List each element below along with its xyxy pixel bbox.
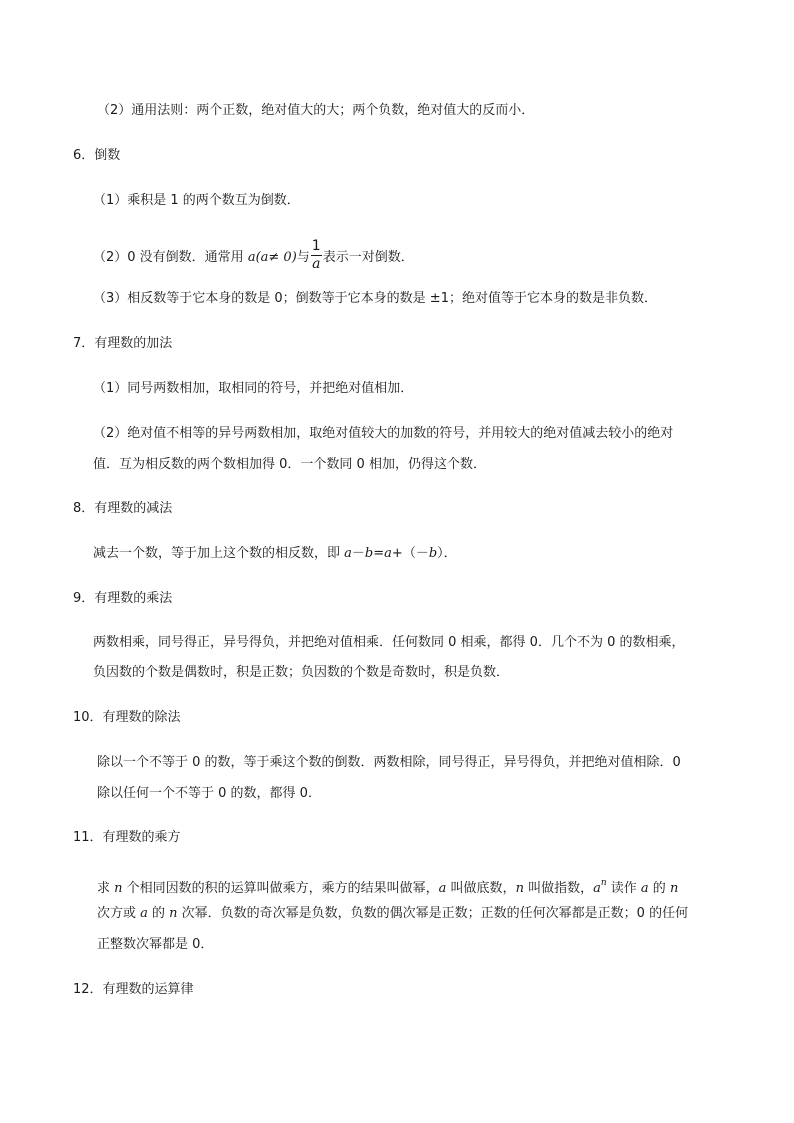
var-b: b: [428, 546, 438, 561]
multiplication-line-2: 负因数的个数是偶数时，积是正数；负因数的个数是奇数时，积是负数．: [93, 665, 510, 680]
var-n: n: [114, 881, 123, 896]
division-line-2: 除以任何一个不等于 0 的数，都得 0．: [97, 786, 321, 801]
fraction-denominator: a: [312, 256, 321, 272]
minus-sign: －: [351, 546, 365, 561]
var-a: a: [344, 546, 352, 561]
power-text: 次方或: [97, 906, 141, 921]
reciprocal-item-2: [93, 240, 414, 275]
exponent-n: n: [600, 878, 607, 888]
addition-item-2-line-2: 值．互为相反数的两个数相加得 0．一个数同 0 相加，仍得这个数．: [93, 457, 486, 472]
power-text: 个相同因数的积的运算叫做乘方，乘方的结果叫做幂，: [122, 881, 439, 896]
var-a: a: [593, 881, 601, 896]
division-line-1: 除以一个不等于 0 的数，等于乘这个数的倒数．两数相除，同号得正，异号得负，并把绝对值相除．0: [97, 755, 681, 770]
heading-division: 10．有理数的除法: [73, 710, 181, 725]
heading-multiplication: 9．有理数的乘法: [73, 591, 173, 606]
power-line-3: 正整数次幂都是 0．: [97, 937, 214, 952]
addition-item-1: （1）同号两数相加，取相同的符号，并把绝对值相加．: [93, 381, 414, 396]
subtraction-rule-text: 减去一个数，等于加上这个数的相反数，即: [93, 546, 345, 561]
power-text: 的: [648, 881, 670, 896]
reciprocal-item-2-text-a: （2）0 没有倒数．通常用: [93, 250, 248, 265]
heading-reciprocal: 6．倒数: [73, 148, 121, 163]
var-a: a: [640, 881, 649, 896]
fraction-one-over-a: [311, 238, 322, 273]
close-paren-period: ）．: [437, 546, 457, 561]
heading-subtraction: 8．有理数的减法: [73, 501, 173, 516]
power-text: 叫做底数，: [446, 881, 516, 896]
power-text: 求: [97, 881, 115, 896]
var-n: n: [515, 881, 524, 896]
power-text: 读作: [606, 881, 641, 896]
reciprocal-item-1: （1）乘积是 1 的两个数互为倒数．: [93, 193, 300, 208]
var-n: n: [169, 906, 178, 921]
rule-compare-general: （2）通用法则：两个正数，绝对值大的大；两个负数，绝对值大的反而小．: [97, 103, 535, 118]
var-b: b: [364, 546, 374, 561]
subtraction-rule: [93, 545, 457, 563]
power-text: 次幂．负数的奇次幂是负数，负数的偶次幂是正数；正数的任何次幂都是正数；0 的任何: [177, 906, 689, 921]
power-text: 的: [147, 906, 170, 921]
reciprocal-item-3: （3）相反数等于它本身的数是 0；倒数等于它本身的数是 ±1；绝对值等于它本身的数是非负数．: [93, 291, 657, 306]
power-text: 叫做指数，: [523, 881, 594, 896]
power-line-1: [97, 874, 678, 898]
reciprocal-item-2-with: 与: [296, 250, 310, 265]
heading-laws: 12．有理数的运算律: [73, 982, 194, 997]
var-a: a: [384, 546, 392, 561]
power-line-2: [97, 905, 688, 923]
var-n: n: [669, 881, 679, 896]
equals-sign: =: [373, 546, 385, 561]
addition-item-2-line-1: （2）绝对值不相等的异号两数相加，取绝对值较大的加数的符号，并用较大的绝对值减去较小的绝对: [93, 426, 674, 441]
var-a: a: [247, 250, 256, 265]
heading-power: 11．有理数的乘方: [73, 830, 181, 845]
heading-addition: 7．有理数的加法: [73, 336, 173, 351]
plus-negative-open: +（－: [391, 546, 429, 561]
multiplication-line-1: 两数相乘，同号得正，异号得负，并把绝对值相乘．任何数同 0 相乘，都得 0．几个不为 0 的数相乘，: [93, 635, 685, 650]
var-a: a: [438, 881, 447, 896]
var-a: a: [140, 906, 148, 921]
condition-a-nonzero: (a≠ 0): [255, 250, 297, 265]
reciprocal-item-2-text-b: 表示一对倒数．: [322, 250, 414, 265]
fraction-numerator: 1: [311, 238, 321, 254]
